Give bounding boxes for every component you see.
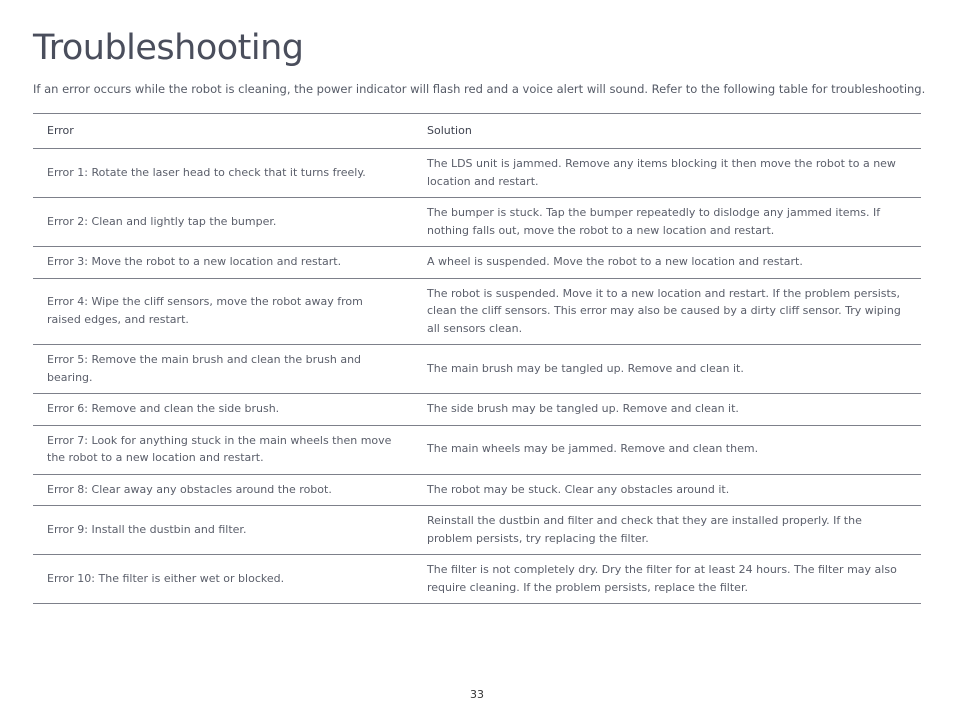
error-cell: Error 7: Look for anything stuck in the main wheels then move the robot to a new location and restart. [33,425,413,474]
solution-cell: Reinstall the dustbin and filter and check that they are installed properly. If the problem persists, try replacing the filter. [413,506,921,555]
error-cell: Error 8: Clear away any obstacles around the robot. [33,474,413,506]
solution-cell: The LDS unit is jammed. Remove any items blocking it then move the robot to a new location and restart. [413,149,921,198]
table-row [33,247,921,279]
solution-cell: The filter is not completely dry. Dry the filter for at least 24 hours. The filter may also require cleaning. If the problem persists, replace the filter. [413,555,921,604]
table-row [33,555,921,604]
column-header-error: Error [33,114,413,149]
error-cell: Error 6: Remove and clean the side brush. [33,394,413,426]
solution-cell: The bumper is stuck. Tap the bumper repeatedly to dislodge any jammed items. If nothing falls out, move the robot to a new location and restart. [413,198,921,247]
page-number: 33 [470,688,484,701]
solution-cell: The robot is suspended. Move it to a new location and restart. If the problem persists, clean the cliff sensors. This error may also be caused by a dirty cliff sensor. Try wiping all sensors clean. [413,278,921,345]
error-cell: Error 5: Remove the main brush and clean the brush and bearing. [33,345,413,394]
troubleshooting-table [33,113,921,604]
table-row [33,198,921,247]
solution-cell: The robot may be stuck. Clear any obstacles around it. [413,474,921,506]
page-title: Troubleshooting [33,28,304,68]
intro-text: If an error occurs while the robot is cleaning, the power indicator will flash red and a voice alert will sound. Refer to the following table for troubleshooting. [33,82,926,96]
solution-cell: The main wheels may be jammed. Remove and clean them. [413,425,921,474]
error-cell: Error 10: The filter is either wet or blocked. [33,555,413,604]
table-row [33,278,921,345]
error-cell: Error 3: Move the robot to a new location and restart. [33,247,413,279]
error-cell: Error 9: Install the dustbin and filter. [33,506,413,555]
table-header-row [33,114,921,149]
error-cell: Error 1: Rotate the laser head to check that it turns freely. [33,149,413,198]
table-row [33,394,921,426]
table-row [33,345,921,394]
error-cell: Error 4: Wipe the cliff sensors, move the robot away from raised edges, and restart. [33,278,413,345]
table-row [33,506,921,555]
column-header-solution: Solution [413,114,921,149]
solution-cell: The side brush may be tangled up. Remove and clean it. [413,394,921,426]
table-row [33,149,921,198]
table-row [33,474,921,506]
error-cell: Error 2: Clean and lightly tap the bumper. [33,198,413,247]
solution-cell: The main brush may be tangled up. Remove and clean it. [413,345,921,394]
table-row [33,425,921,474]
solution-cell: A wheel is suspended. Move the robot to a new location and restart. [413,247,921,279]
